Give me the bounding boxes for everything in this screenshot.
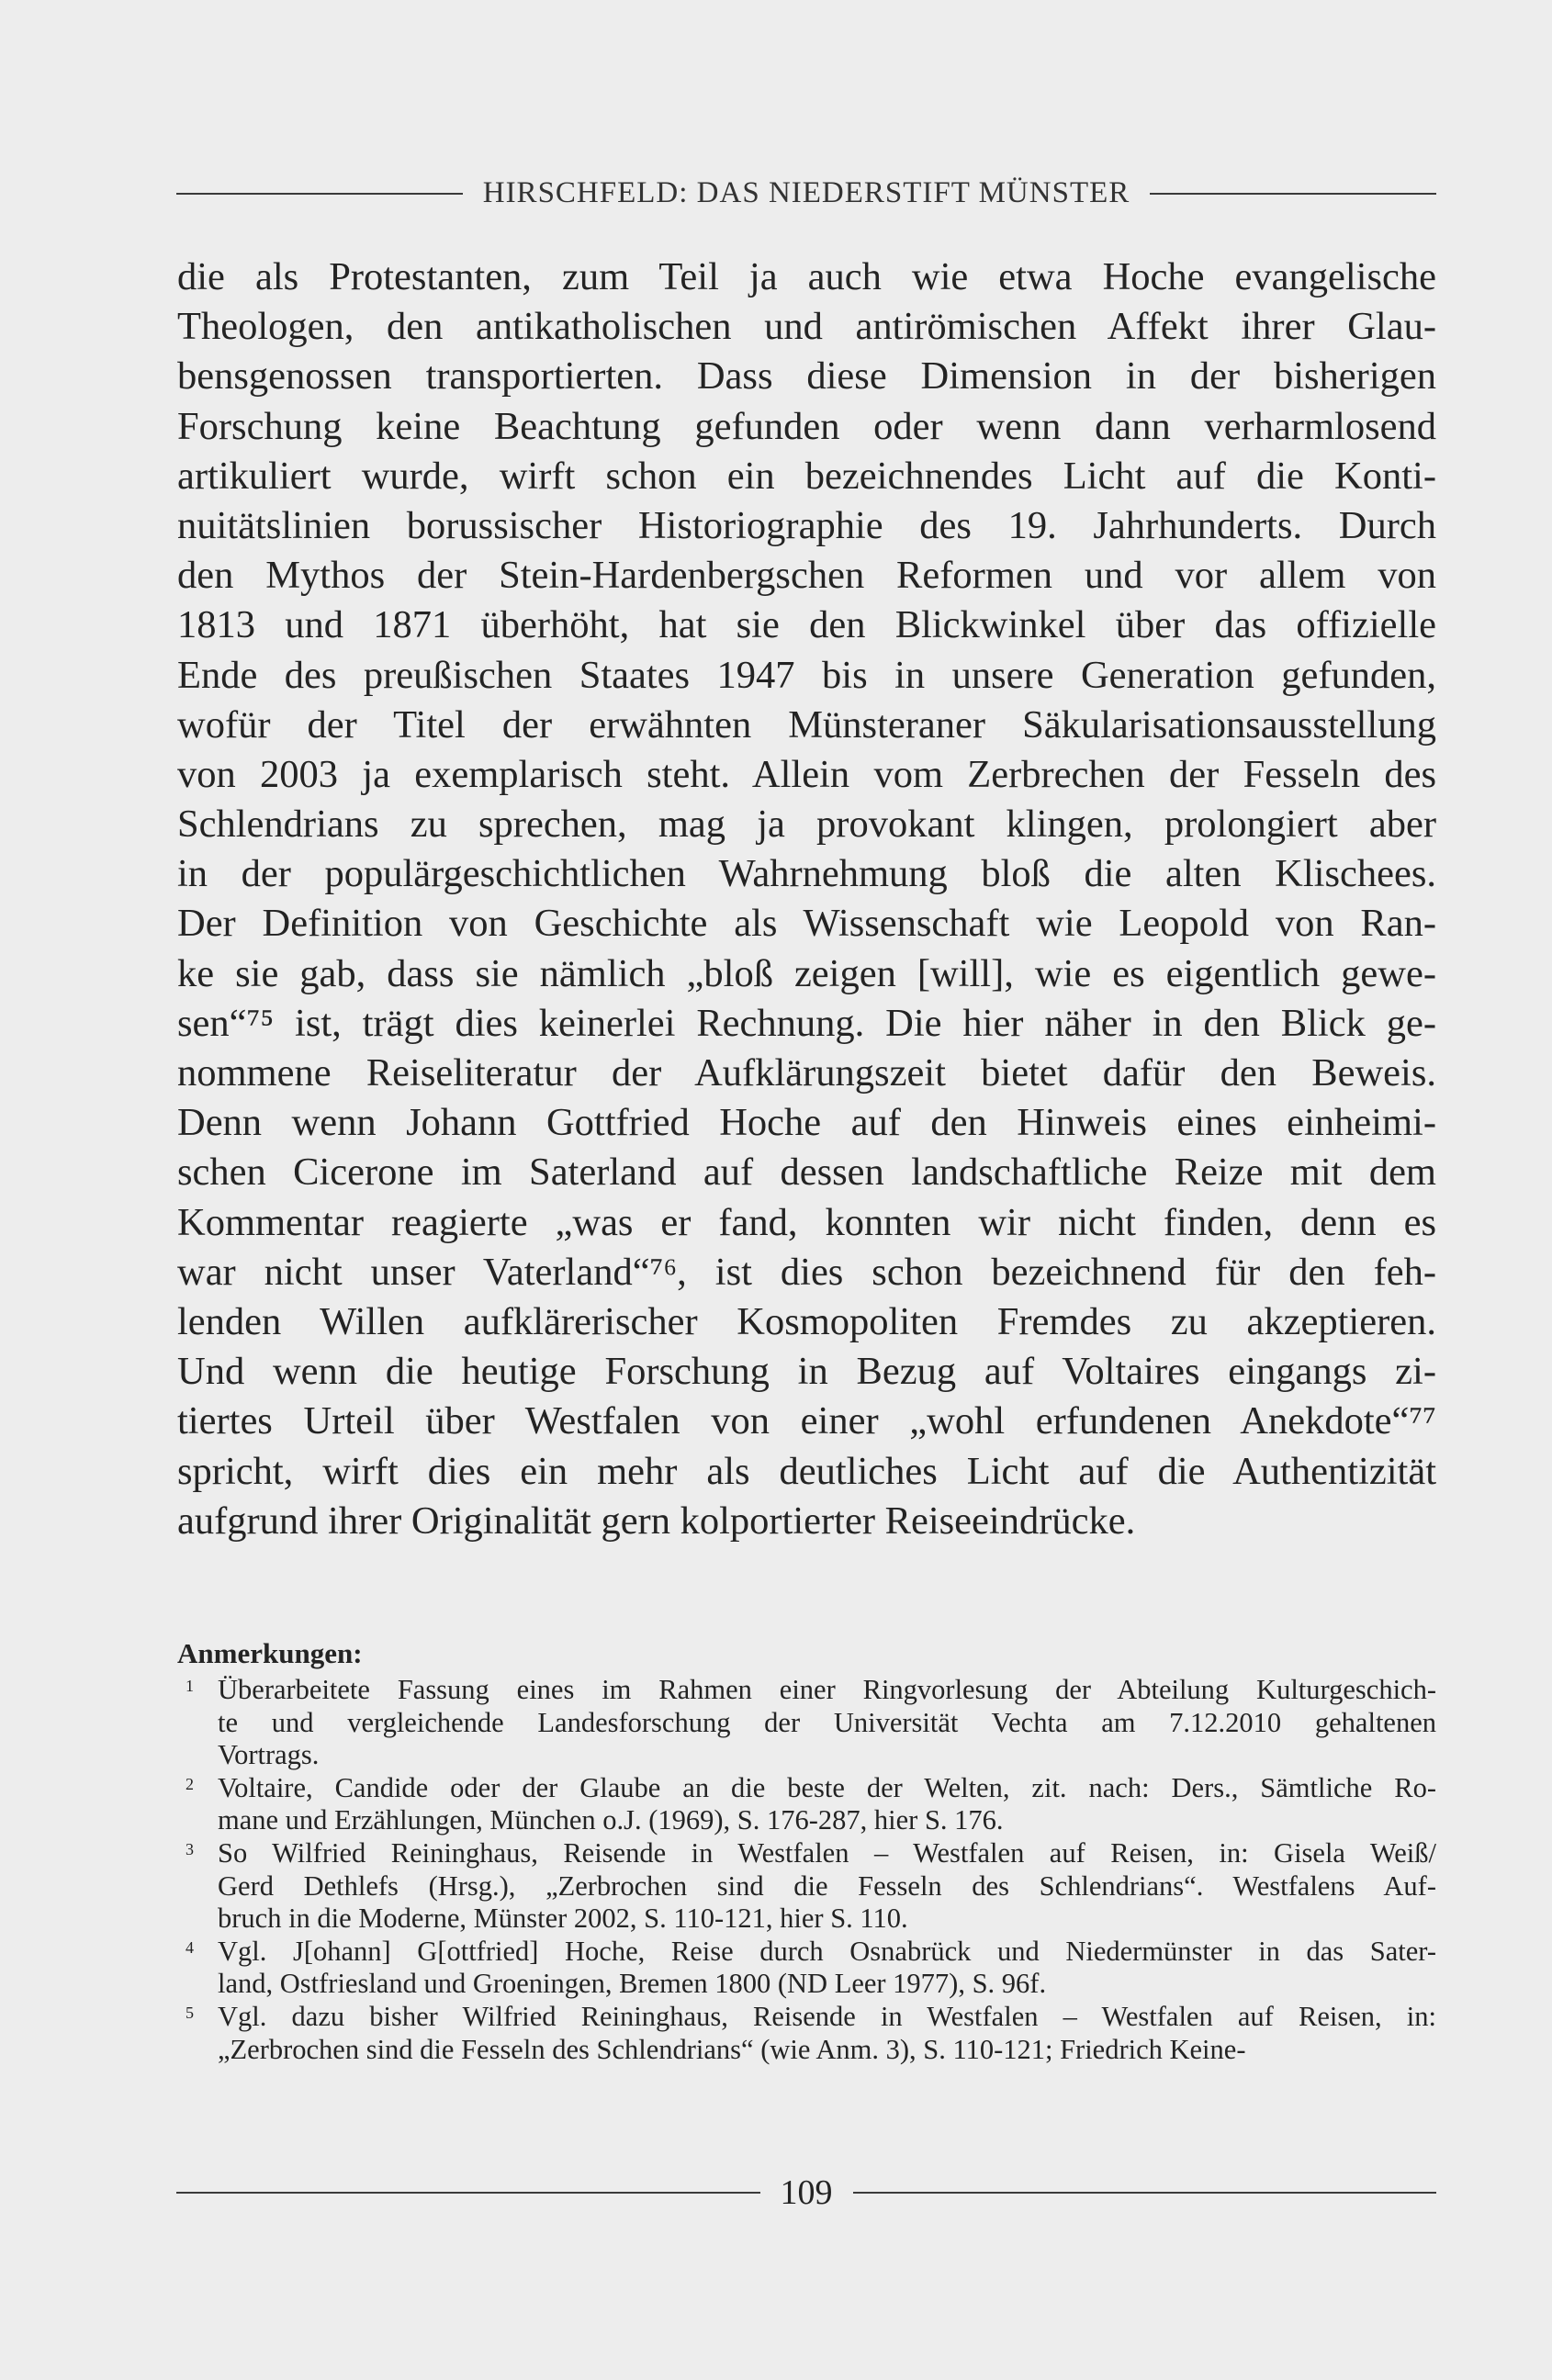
text-line: Schlendrians zu sprechen, mag ja provokant klingen, prolongiert aber	[177, 803, 1436, 847]
footnotes	[177, 1674, 1436, 2066]
text-line: wofür der Titel der erwähnten Münsteraner Säkularisationsausstellung	[177, 702, 1436, 747]
footnote	[177, 1772, 1436, 1837]
text-line: war nicht unser Vaterland“⁷⁶, ist dies schon bezeichnend für den feh-	[177, 1250, 1436, 1294]
footnote	[177, 1674, 1436, 1772]
text-line: Denn wenn Johann Gottfried Hoche auf den Hinweis eines einheimi-	[177, 1101, 1436, 1145]
footnote	[177, 1837, 1436, 1936]
footnote-line: Vgl. dazu bisher Wilfried Reininghaus, Reisende in Westfalen – Westfalen auf Reisen, in:	[218, 2000, 1436, 2032]
footnote-line: Vgl. J[ohann] G[ottfried] Hoche, Reise durch Osnabrück und Niedermünster in das Sater-	[218, 1935, 1436, 1967]
footnote-line: te und vergleichende Landesforschung der Universität Vechta am 7.12.2010 gehaltenen	[218, 1706, 1436, 1738]
text-line: schen Cicerone im Saterland auf dessen landschaftliche Reize mit dem	[177, 1151, 1436, 1195]
text-line: in der populärgeschichtlichen Wahrnehmung bloß die alten Klischees.	[177, 852, 1436, 896]
footnote	[177, 2001, 1436, 2066]
text-line: Forschung keine Beachtung gefunden oder wenn dann verharmlosend	[177, 404, 1436, 448]
text-line: die als Protestanten, zum Teil ja auch wie etwa Hoche evangelische	[177, 255, 1436, 298]
text-line: artikuliert wurde, wirft schon ein bezeichnendes Licht auf die Konti-	[177, 454, 1436, 498]
text-line: 1813 und 1871 überhöht, hat sie den Blickwinkel über das offizielle	[177, 603, 1436, 647]
header-rule-right	[1150, 193, 1436, 195]
footnote-line: „Zerbrochen sind die Fesseln des Schlendrians“ (wie Anm. 3), S. 110-121; Friedrich Keine-	[218, 2033, 1246, 2065]
text-line: lenden Willen aufklärerischer Kosmopoliten Fremdes zu akzeptieren.	[177, 1299, 1436, 1343]
text-line: nuitätslinien borussischer Historiographie des 19. Jahrhunderts. Durch	[177, 503, 1436, 547]
footnote-line: Überarbeitete Fassung eines im Rahmen einer Ringvorlesung der Abteilung Kulturgeschich-	[218, 1674, 1436, 1705]
text-line: Theologen, den antikatholischen und antirömischen Affekt ihrer Glau-	[177, 305, 1436, 349]
text-line: Kommentar reagierte „was er fand, konnten wir nicht finden, denn es	[177, 1200, 1436, 1244]
footnote-number: 2	[186, 1774, 194, 1793]
text-line: aufgrund ihrer Originalität gern kolportierter Reiseeindrücke.	[177, 1499, 1136, 1543]
footnote-line: bruch in die Moderne, Münster 2002, S. 110-121, hier S. 110.	[218, 1903, 908, 1935]
footnote-number: 5	[186, 2003, 194, 2022]
footnote-number: 1	[186, 1677, 194, 1695]
running-header	[176, 176, 1436, 210]
text-line: von 2003 ja exemplarisch steht. Allein vom Zerbrechen der Fesseln des	[177, 752, 1436, 796]
text-line: Der Definition von Geschichte als Wissenschaft wie Leopold von Ran-	[177, 902, 1436, 946]
page-footer	[176, 2172, 1436, 2213]
footer-rule-left	[176, 2192, 760, 2194]
footnote-line: mane und Erzählungen, München o.J. (1969), S. 176-287, hier S. 176.	[218, 1804, 1004, 1836]
footnote-line: So Wilfried Reininghaus, Reisende in Westfalen – Westfalen auf Reisen, in: Gisela Weiß/	[218, 1836, 1436, 1869]
footnote-line: Gerd Dethlefs (Hrsg.), „Zerbrochen sind die Fesseln des Schlendrians“. Westfalens Auf-	[218, 1869, 1436, 1902]
text-line: spricht, wirft dies ein mehr als deutliches Licht auf die Authentizität	[177, 1449, 1436, 1493]
footnote-line: Vortrags.	[218, 1739, 320, 1771]
header-rule-left	[176, 193, 463, 195]
text-line: den Mythos der Stein-Hardenbergschen Reformen und vor allem von	[177, 554, 1436, 598]
text-line: ke sie gab, dass sie nämlich „bloß zeigen [will], wie es eigentlich gewe-	[177, 951, 1436, 995]
notes-heading: Anmerkungen:	[177, 1637, 363, 1669]
footer-rule-right	[853, 2192, 1437, 2194]
footnote-number: 4	[186, 1937, 194, 1957]
text-line: sen“⁷⁵ ist, trägt dies keinerlei Rechnung. Die hier näher in den Blick ge-	[177, 1001, 1436, 1045]
footnote	[177, 1936, 1436, 2001]
text-line: bensgenossen transportierten. Dass diese Dimension in der bisherigen	[177, 354, 1436, 399]
running-title: HIRSCHFELD: DAS NIEDERSTIFT MÜNSTER	[482, 176, 1130, 209]
text-line: nommene Reiseliteratur der Aufklärungszeit bietet dafür den Beweis.	[177, 1051, 1436, 1095]
text-line: tiertes Urteil über Westfalen von einer „wohl erfundenen Anekdote“⁷⁷	[177, 1399, 1436, 1443]
page-number: 109	[780, 2173, 833, 2212]
text-line: Und wenn die heutige Forschung in Bezug auf Voltaires eingangs zi-	[177, 1350, 1436, 1394]
footnote-line: Voltaire, Candide oder der Glaube an die beste der Welten, zit. nach: Ders., Sämtliche Ro-	[218, 1771, 1436, 1803]
footnote-line: land, Ostfriesland und Groeningen, Bremen 1800 (ND Leer 1977), S. 96f.	[218, 1968, 1047, 2000]
text-line: Ende des preußischen Staates 1947 bis in unsere Generation gefunden,	[177, 653, 1436, 697]
main-text	[177, 253, 1436, 1546]
footnote-number: 3	[186, 1839, 194, 1858]
